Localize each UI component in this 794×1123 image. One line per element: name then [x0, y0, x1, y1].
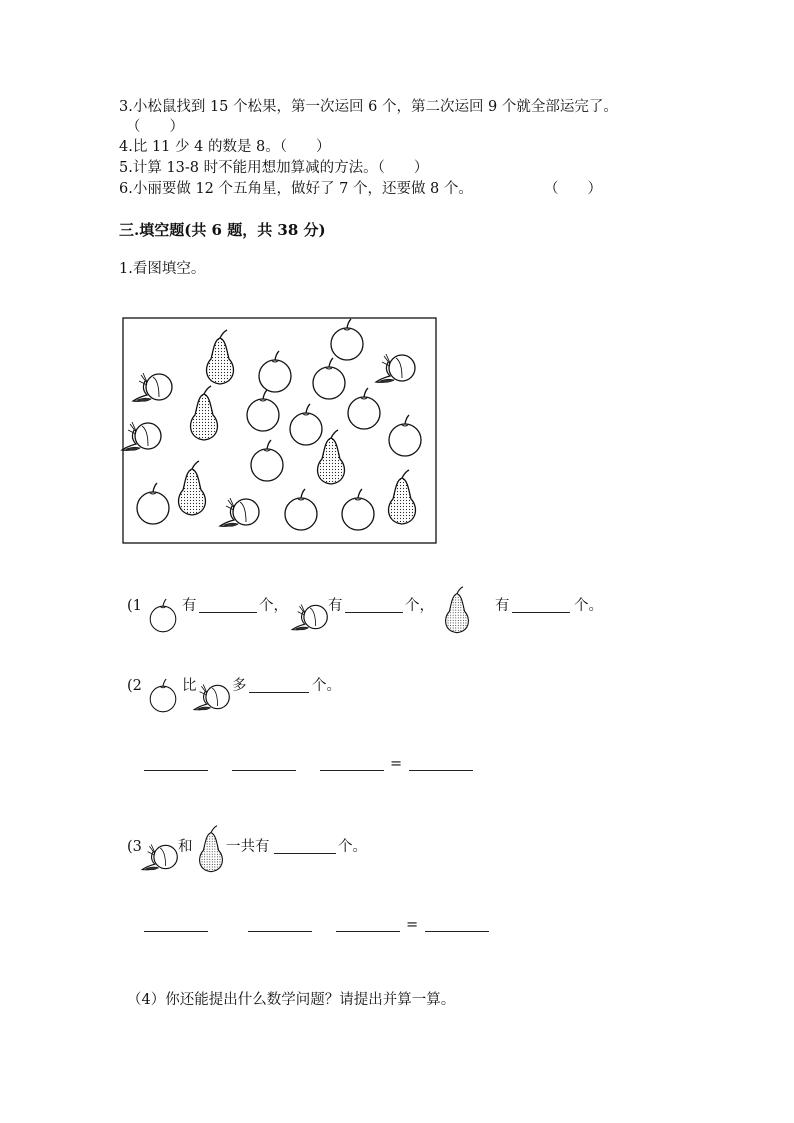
judge-q5: 5.计算 13-8 时不能用想加算减的方法。（ ）	[119, 160, 429, 176]
sub1-text-5: 有	[495, 598, 510, 614]
sub1-blank-apples[interactable]	[199, 612, 257, 613]
sub2-text-3: 个。	[312, 678, 341, 694]
sub1-blank-peaches[interactable]	[345, 612, 403, 613]
sub3-equals-sign: =	[406, 917, 419, 933]
judge-q6-answer-paren[interactable]: （ ）	[544, 181, 602, 197]
judge-q4: 4.比 11 少 4 的数是 8。（ ）	[119, 139, 331, 155]
sub2-prefix: (2	[127, 678, 142, 694]
sub3-eq-blank-2[interactable]	[248, 931, 312, 932]
sub4-text: （4）你还能提出什么数学问题？请提出并算一算。	[127, 992, 456, 1008]
sub1-text-6: 个。	[574, 598, 603, 614]
sub3-text-3: 个。	[338, 839, 367, 855]
section-title: 三.填空题(共 6 题，共 38 分)	[119, 221, 326, 239]
sub1-text-3: 有	[328, 598, 343, 614]
sub1-prefix: (1	[127, 598, 142, 614]
peach-icon	[194, 684, 229, 709]
sub2-equals-sign: =	[390, 756, 403, 772]
sub3-prefix: (3	[127, 839, 142, 855]
sub2-eq-blank-result[interactable]	[409, 770, 473, 771]
sub1-text-2: 个，	[259, 598, 288, 614]
sub3-text-1: 和	[178, 839, 193, 855]
pear-icon	[200, 826, 223, 872]
apple-icon	[150, 599, 176, 632]
sub2-eq-blank-2[interactable]	[232, 770, 296, 771]
sub2-text-2: 多	[232, 678, 247, 694]
sub3-blank-total[interactable]	[274, 853, 336, 854]
sub1-blank-pears[interactable]	[512, 612, 570, 613]
peach-icon	[292, 604, 327, 629]
judge-q3-answer-paren[interactable]: （ ）	[126, 119, 184, 135]
fill-q1-title: 1.看图填空。	[119, 261, 206, 277]
sub3-eq-blank-3[interactable]	[336, 931, 400, 932]
sub2-blank-difference[interactable]	[249, 692, 309, 693]
pear-icon	[446, 587, 469, 633]
sub3-eq-blank-1[interactable]	[144, 931, 208, 932]
sub2-eq-blank-1[interactable]	[144, 770, 208, 771]
peach-icon	[142, 844, 177, 869]
apple-icon	[150, 679, 176, 712]
judge-q3-line1: 3.小松鼠找到 15 个松果，第一次运回 6 个，第二次运回 9 个就全部运完了。	[119, 99, 618, 115]
sub3-text-2: 一共有	[226, 839, 270, 855]
sub3-eq-blank-result[interactable]	[425, 931, 489, 932]
sub1-text-4: 个，	[405, 598, 434, 614]
sub2-text-1: 比	[182, 678, 197, 694]
judge-q6: 6.小丽要做 12 个五角星，做好了 7 个，还要做 8 个。	[119, 181, 473, 197]
sub1-text-1: 有	[182, 598, 197, 614]
sub2-eq-blank-3[interactable]	[320, 770, 384, 771]
